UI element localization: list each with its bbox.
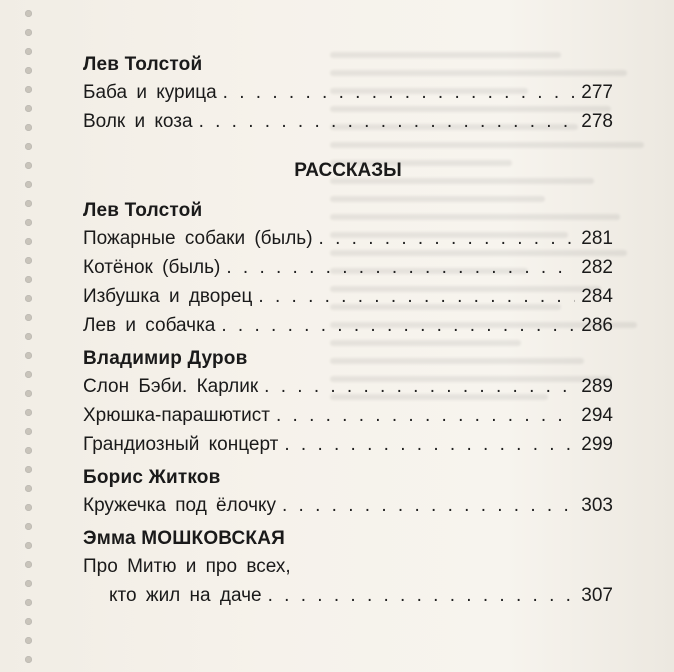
toc-entry: [83, 430, 613, 459]
toc-entry: [83, 581, 613, 610]
dot-leader: [284, 430, 575, 459]
toc-entry: [83, 282, 613, 311]
entry-title: Лев и собачка: [83, 315, 216, 336]
perforation-dot: [25, 276, 32, 283]
dot-leader: [276, 401, 575, 430]
perforation-dot: [25, 124, 32, 131]
dot-leader: [264, 372, 575, 401]
entry-title: Волк и коза: [83, 111, 193, 132]
entry-title: Пожарные собаки (быль): [83, 228, 313, 249]
entry-title: Кружечка под ёлочку: [83, 495, 276, 516]
perforation-dot: [25, 181, 32, 188]
entry-page: 307: [581, 585, 613, 606]
perforation-dot: [25, 295, 32, 302]
entry-page: 278: [581, 111, 613, 132]
toc-entry-line1: [83, 552, 613, 581]
perforation-dot: [25, 466, 32, 473]
perforation-dot: [25, 48, 32, 55]
perforation-dot: [25, 637, 32, 644]
entry-page: 294: [581, 405, 613, 426]
perforation-dot: [25, 105, 32, 112]
perforation-dot: [25, 67, 32, 74]
table-of-contents: [83, 52, 613, 610]
section-heading: РАССКАЗЫ: [294, 160, 402, 181]
entry-page: 286: [581, 315, 613, 336]
entry-page: 281: [581, 228, 613, 249]
perforation-dot: [25, 656, 32, 663]
perforation-dot: [25, 485, 32, 492]
perforation-dot: [25, 504, 32, 511]
perforation-dot: [25, 314, 32, 321]
dot-leader: [282, 491, 575, 520]
entry-title: Баба и курица: [83, 82, 217, 103]
entry-title: Избушка и дворец: [83, 286, 253, 307]
toc-entry: [83, 372, 613, 401]
perforation-dot: [25, 352, 32, 359]
entry-title: Грандиозный концерт: [83, 434, 279, 455]
perforation-dot: [25, 143, 32, 150]
dot-leader: [319, 224, 576, 253]
perforation-dot: [25, 371, 32, 378]
dot-leader: [221, 311, 575, 340]
dot-leader: [258, 282, 575, 311]
perforation-dot: [25, 200, 32, 207]
toc-entry: [83, 401, 613, 430]
toc-entry: [83, 78, 613, 107]
perforation-dot: [25, 580, 32, 587]
toc-entry: [83, 107, 613, 136]
toc-entry: [83, 311, 613, 340]
perforation-dot: [25, 257, 32, 264]
perforation-dots: [22, 0, 36, 672]
entry-page: 282: [581, 257, 613, 278]
dot-leader: [226, 253, 575, 282]
dot-leader: [268, 581, 576, 610]
toc-entry: [83, 224, 613, 253]
perforation-dot: [25, 428, 32, 435]
entry-page: 299: [581, 434, 613, 455]
entry-page: 289: [581, 376, 613, 397]
perforation-dot: [25, 10, 32, 17]
entry-page: 303: [581, 495, 613, 516]
author-heading: Владимир Дуров: [83, 348, 248, 369]
author-heading: Лев Толстой: [83, 200, 203, 221]
entry-title-continued: кто жил на даче: [109, 585, 262, 606]
perforation-dot: [25, 390, 32, 397]
perforation-dot: [25, 29, 32, 36]
toc-entry: [83, 253, 613, 282]
perforation-dot: [25, 523, 32, 530]
entry-title: Слон Бэби. Карлик: [83, 376, 259, 397]
perforation-dot: [25, 238, 32, 245]
entry-page: 277: [581, 82, 613, 103]
entry-title: Котёнок (быль): [83, 257, 221, 278]
toc-entry: [83, 491, 613, 520]
perforation-dot: [25, 219, 32, 226]
perforation-dot: [25, 86, 32, 93]
perforation-dot: [25, 561, 32, 568]
author-heading: Эмма МОШКОВСКАЯ: [83, 528, 285, 549]
dot-leader: [199, 107, 576, 136]
perforation-dot: [25, 447, 32, 454]
perforation-dot: [25, 618, 32, 625]
author-heading: Борис Житков: [83, 467, 221, 488]
perforation-dot: [25, 333, 32, 340]
perforation-dot: [25, 599, 32, 606]
entry-page: 284: [581, 286, 613, 307]
perforation-dot: [25, 542, 32, 549]
perforation-dot: [25, 409, 32, 416]
entry-title: Про Митю и про всех,: [83, 556, 291, 577]
dot-leader: [223, 78, 576, 107]
perforation-dot: [25, 162, 32, 169]
entry-title: Хрюшка-парашютист: [83, 405, 270, 426]
author-heading: Лев Толстой: [83, 54, 203, 75]
